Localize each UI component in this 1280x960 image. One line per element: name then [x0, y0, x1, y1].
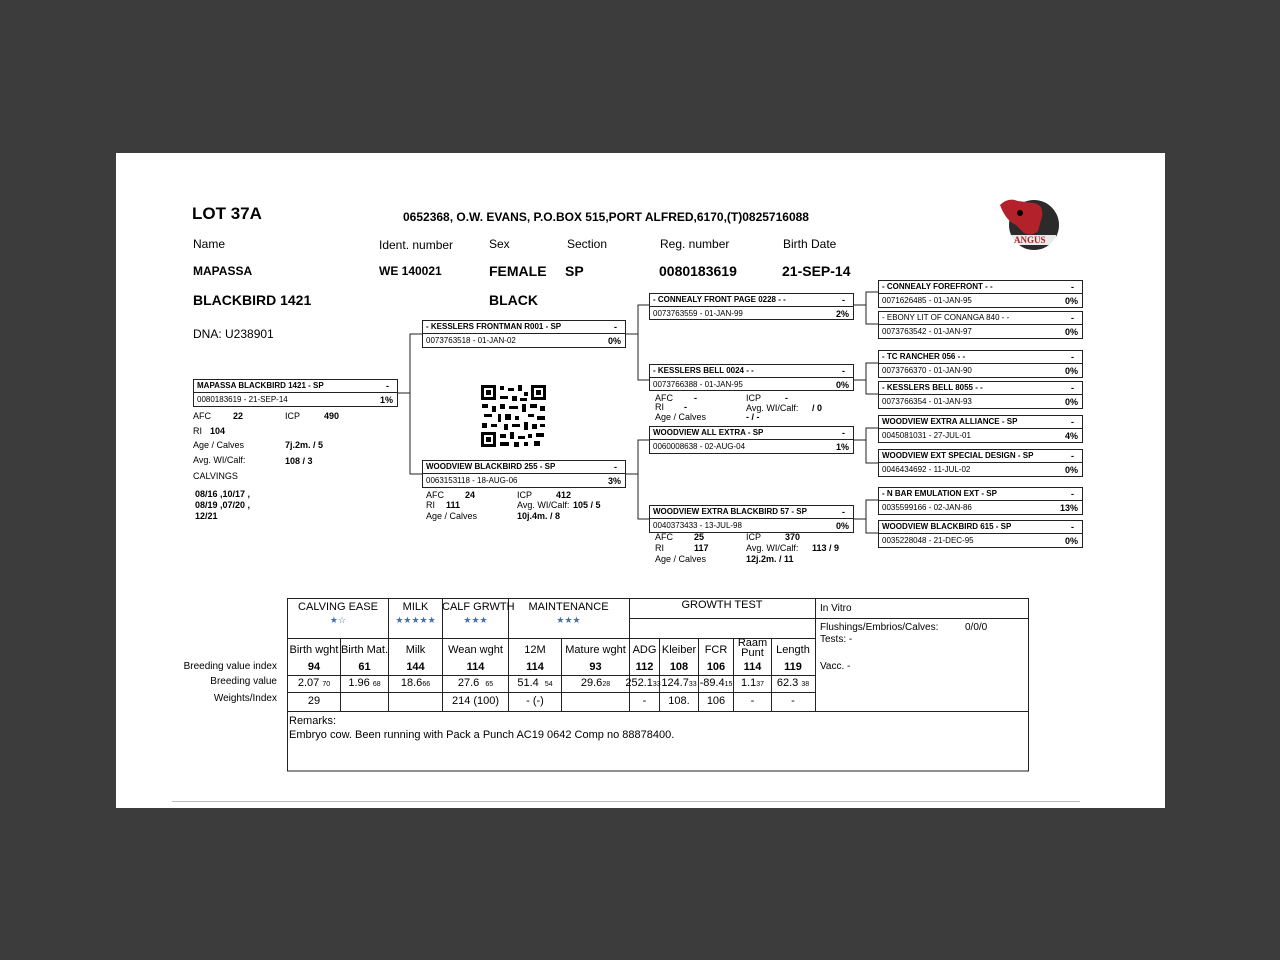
bell-icp-label: ICP — [746, 393, 762, 403]
pedigree-name: - KESSLERS FRONTMAN R001 - SP — [426, 322, 562, 331]
pedigree-reg: 0071626485 - 01-JAN-95 — [882, 296, 972, 305]
bv-accuracy: 65 — [485, 681, 494, 688]
dam-afc: 24 — [465, 490, 476, 500]
pedigree-name: WOODVIEW ALL EXTRA - SP — [653, 428, 764, 437]
col-fcr: FCR — [704, 644, 728, 656]
bv-accuracy: 68 — [372, 681, 381, 688]
subject-icp-label: ICP — [285, 411, 301, 421]
tests-value: Tests: - — [820, 634, 853, 645]
group-growth-test: GROWTH TEST — [681, 599, 763, 611]
bv-wean-wght — [442, 677, 509, 689]
remarks-label: Remarks: — [289, 715, 337, 727]
subject-afc: 22 — [233, 411, 244, 421]
dam-age-label: Age / Calves — [426, 511, 478, 521]
bv-value: 18.6 — [400, 677, 423, 689]
dam-icp-label: ICP — [517, 490, 533, 500]
maintenance-stars: ★★★ — [556, 615, 581, 625]
dam-wi: 105 / 5 — [573, 500, 601, 510]
pedigree-reg: 0073763518 - 01-JAN-02 — [426, 336, 516, 345]
col-kleiber: Kleiber — [661, 644, 697, 656]
bell-afc: - — [694, 393, 697, 403]
pedigree-reg: 0080183619 - 21-SEP-14 — [197, 395, 288, 404]
pedigree-gen2-2 — [649, 364, 854, 391]
pedigree-dash: - — [842, 507, 845, 517]
pedigree-dash: - — [1071, 489, 1074, 499]
bvi-mature-wght: 93 — [589, 661, 602, 673]
col-raam-punt: Raam Punt — [737, 637, 768, 659]
pedigree-dash: - — [1071, 352, 1074, 362]
col-adg: ADG — [632, 644, 657, 656]
pedigree-name: WOODVIEW EXTRA ALLIANCE - SP — [882, 417, 1018, 426]
qr-code-icon — [480, 384, 547, 448]
col-milk: Milk — [405, 644, 426, 656]
pedigree-gen2-1 — [649, 293, 854, 320]
pedigree-dash: - — [1071, 313, 1074, 323]
bvi-12m: 114 — [526, 661, 544, 673]
bvi-adg: 112 — [635, 661, 654, 673]
bv-value: 1.1 — [740, 677, 757, 689]
bell-wi-label: Avg. WI/Calf: — [746, 403, 799, 413]
logo-text: ANGUS — [1014, 235, 1046, 245]
bv-value: 62.3 — [776, 677, 799, 689]
bell-icp: - — [785, 393, 788, 403]
pedigree-pct: 3% — [607, 476, 621, 486]
pedigree-gen3-8 — [878, 520, 1083, 548]
pedigree-pct: 2% — [835, 309, 849, 319]
bv-fcr — [696, 677, 736, 689]
bv-value: 252.1 — [625, 677, 653, 689]
subject-calvings-1: 08/16 ,10/17 , — [195, 489, 251, 499]
bv-accuracy: 54 — [544, 681, 553, 688]
bb57-afc-label: AFC — [655, 532, 673, 542]
pedigree-dash: - — [614, 322, 617, 332]
label-sex: Sex — [489, 237, 510, 251]
bb57-icp-label: ICP — [746, 532, 762, 542]
bv-kleiber — [657, 677, 701, 689]
bv-mature-wght — [561, 677, 630, 689]
pedigree-reg: 0073766354 - 01-JAN-93 — [882, 397, 972, 406]
pedigree-name: - CONNEALY FOREFRONT - - — [882, 282, 993, 291]
pedigree-dash: - — [842, 366, 845, 376]
animal-color: BLACK — [489, 292, 538, 308]
pedigree-name: - CONNEALY FRONT PAGE 0228 - - — [653, 295, 786, 304]
calving-ease-stars: ★☆ — [329, 615, 347, 625]
bv-accuracy: 33 — [652, 681, 661, 688]
bv-accuracy: 15 — [724, 681, 733, 688]
animal-sex: FEMALE — [489, 263, 547, 279]
bv-birth-mat — [340, 677, 389, 689]
pedigree-gen3-7 — [878, 487, 1083, 515]
col-wean-wght: Wean wght — [448, 644, 503, 656]
pedigree-pct: 0% — [1064, 465, 1078, 475]
milk-stars: ★★★★★ — [395, 615, 436, 625]
animal-reg: 0080183619 — [659, 263, 737, 279]
subject-wi-label: Avg. WI/Calf: — [193, 455, 246, 465]
animal-dna: DNA: U238901 — [193, 327, 274, 341]
pedigree-reg: 0063153118 - 18-AUG-06 — [426, 476, 518, 485]
pedigree-dash: - — [1071, 417, 1074, 427]
pedigree-name: WOODVIEW BLACKBIRD 615 - SP — [882, 522, 1012, 531]
animal-name-1: MAPASSA — [193, 264, 253, 278]
pedigree-pct: 0% — [835, 521, 849, 531]
subject-calvings-label: CALVINGS — [193, 471, 238, 481]
subject-age-label: Age / Calves — [193, 440, 245, 450]
bell-age: - / - — [746, 412, 760, 422]
bb57-ri-label: RI — [655, 543, 664, 553]
pedigree-pct: 0% — [1064, 397, 1078, 407]
group-calving-ease: CALVING EASE — [298, 601, 378, 613]
animal-birth: 21-SEP-14 — [782, 263, 851, 279]
bv-value: 51.4 — [517, 677, 539, 689]
pedigree-dash: - — [614, 462, 617, 472]
pedigree-reg: 0046434692 - 11-JUL-02 — [882, 465, 971, 474]
pedigree-name: WOODVIEW EXT SPECIAL DESIGN - SP — [882, 451, 1034, 460]
bv-value: -89.4 — [699, 677, 725, 689]
bv-accuracy: 37 — [756, 681, 765, 688]
bv-accuracy: 70 — [322, 681, 331, 688]
pedigree-sheet — [116, 153, 1165, 808]
bv-value: 27.6 — [457, 677, 480, 689]
dam-age: 10j.4m. / 8 — [517, 511, 561, 521]
pedigree-reg: 0073766370 - 01-JAN-90 — [882, 366, 972, 375]
row-label-wi: Weights/Index — [213, 693, 277, 704]
wi-fcr: 106 — [706, 695, 726, 707]
pedigree-pct: 0% — [1064, 536, 1078, 546]
col-12m: 12M — [524, 644, 546, 656]
bb57-age-label: Age / Calves — [655, 554, 707, 564]
bb57-wi-label: Avg. WI/Calf: — [746, 543, 799, 553]
pedigree-name: - KESSLERS BELL 0024 - - — [653, 366, 754, 375]
pedigree-pct: 0% — [1064, 327, 1078, 337]
bv-length — [771, 677, 815, 689]
pedigree-sire — [422, 320, 626, 348]
bvi-raam-punt: 114 — [743, 661, 762, 673]
pedigree-name: - KESSLERS BELL 8055 - - — [882, 383, 983, 392]
pedigree-gen3-3 — [878, 350, 1083, 378]
group-milk: MILK — [402, 601, 429, 613]
pedigree-reg: 0045081031 - 27-JUL-01 — [882, 431, 971, 440]
pedigree-gen2-4 — [649, 505, 854, 533]
wi-length: - — [791, 695, 795, 707]
bv-accuracy: 66 — [422, 681, 431, 688]
pedigree-reg: 0035599166 - 02-JAN-86 — [882, 503, 972, 512]
row-label-bv: Breeding value — [210, 676, 277, 687]
group-calf-growth: CALF GRWTH — [442, 601, 515, 613]
bv-raam-punt — [733, 677, 772, 689]
pedigree-reg: 0073763559 - 01-JAN-99 — [653, 309, 743, 318]
pedigree-dash: - — [386, 381, 389, 391]
pedigree-pct: 1% — [379, 395, 393, 405]
bb57-ri: 117 — [694, 543, 709, 553]
subject-icp: 490 — [324, 411, 340, 421]
bv-value: 124.7 — [661, 677, 689, 689]
col-birth-mat: Birth Mat. — [340, 644, 389, 656]
breeding-value-table — [287, 598, 1030, 772]
bv-milk — [388, 677, 443, 689]
dam-icp: 412 — [556, 490, 572, 500]
bv-value: 29.6 — [580, 677, 603, 689]
group-maintenance: MAINTENANCE — [528, 601, 609, 613]
invitro-title: In Vitro — [820, 603, 852, 614]
bv-value: 1.96 — [348, 677, 370, 689]
col-length: Length — [776, 644, 810, 656]
bvi-wean-wght: 114 — [466, 661, 485, 673]
label-ident: Ident. number — [379, 238, 454, 252]
bvi-length: 119 — [784, 661, 802, 673]
wi-adg: - — [642, 695, 647, 707]
bv-value: 2.07 — [297, 677, 320, 689]
qr-code — [480, 384, 547, 448]
flushings-label: Flushings/Embrios/Calves: — [820, 622, 939, 633]
pedigree-reg: 0073763542 - 01-JAN-97 — [882, 327, 972, 336]
label-reg: Reg. number — [660, 237, 730, 251]
subject-wi: 108 / 3 — [285, 456, 313, 466]
pedigree-dash: - — [1071, 451, 1074, 461]
col-birth-wght: Birth wght — [289, 644, 339, 656]
wi-wean-wght: 214 (100) — [451, 695, 500, 707]
pedigree-reg: 0073766388 - 01-JAN-95 — [653, 380, 743, 389]
animal-name-2: BLACKBIRD 1421 — [193, 292, 312, 308]
pedigree-dash: - — [1071, 383, 1074, 393]
pedigree-gen3-1 — [878, 280, 1083, 308]
pedigree-dam — [422, 460, 626, 488]
pedigree-reg: 0035228048 - 21-DEC-95 — [882, 536, 974, 545]
pedigree-gen3-4 — [878, 381, 1083, 409]
pedigree-pct: 4% — [1064, 431, 1078, 441]
bell-age-label: Age / Calves — [655, 412, 707, 422]
pedigree-pct: 0% — [835, 380, 849, 390]
bv-accuracy: 33 — [688, 681, 697, 688]
bvi-birth-wght: 94 — [307, 661, 321, 673]
bb57-afc: 25 — [694, 532, 705, 542]
pedigree-name: WOODVIEW BLACKBIRD 255 - SP — [426, 462, 556, 471]
pedigree-gen3-6 — [878, 449, 1083, 477]
label-birth: Birth Date — [783, 237, 837, 251]
bb57-icp: 370 — [785, 532, 801, 542]
pedigree-pct: 0% — [1064, 366, 1078, 376]
wi-kleiber: 108. — [668, 695, 690, 707]
bvi-fcr: 106 — [706, 661, 726, 673]
pedigree-pct: 13% — [1059, 503, 1078, 513]
pedigree-name: - N BAR EMULATION EXT - SP — [882, 489, 997, 498]
col-mature-wght: Mature wght — [565, 644, 626, 656]
pedigree-gen2-3 — [649, 426, 854, 454]
pedigree-reg: 0060008638 - 02-AUG-04 — [653, 442, 746, 451]
vacc-value: Vacc. - — [820, 661, 851, 672]
bb57-age: 12j.2m. / 11 — [746, 554, 794, 564]
pedigree-name: - TC RANCHER 056 - - — [882, 352, 966, 361]
pedigree-dash: - — [842, 295, 845, 305]
remarks-text: Embryo cow. Been running with Pack a Punch AC19 0642 Comp no 88878400. — [289, 729, 675, 741]
animal-section: SP — [565, 263, 584, 279]
subject-calvings-2: 08/19 ,07/20 , — [195, 500, 251, 510]
bb57-wi: 113 / 9 — [812, 543, 840, 553]
pedigree-gen3-2 — [878, 311, 1083, 339]
bvi-milk: 144 — [406, 661, 425, 673]
bvi-kleiber: 108 — [669, 661, 689, 673]
wi-raam-punt: - — [750, 695, 755, 707]
owner-info: 0652368, O.W. EVANS, P.O.BOX 515,PORT ALFRED,6170,(T)0825716088 — [403, 210, 809, 224]
pedigree-subject — [193, 379, 398, 407]
bv-accuracy: 38 — [801, 681, 810, 688]
dam-wi-label: Avg. WI/Calf: — [517, 500, 570, 510]
dam-afc-label: AFC — [426, 490, 444, 500]
wi-12m: - (-) — [526, 695, 544, 707]
pedigree-pct: 1% — [835, 442, 849, 452]
subject-afc-label: AFC — [193, 411, 211, 421]
pedigree-name: WOODVIEW EXTRA BLACKBIRD 57 - SP — [653, 507, 807, 516]
dam-ri: 111 — [446, 500, 461, 510]
flushings-value: 0/0/0 — [965, 622, 988, 633]
pedigree-pct: 0% — [1064, 296, 1078, 306]
bvi-birth-mat: 61 — [358, 661, 371, 673]
bell-afc-label: AFC — [655, 393, 673, 403]
lot-number: LOT 37A — [192, 204, 262, 223]
bell-wi: / 0 — [812, 403, 823, 413]
bv-accuracy: 28 — [602, 681, 611, 688]
calf-growth-stars: ★★★ — [463, 615, 488, 625]
subject-age: 7j.2m. / 5 — [285, 440, 324, 450]
subject-ri-label: RI — [193, 426, 202, 436]
pedigree-dash: - — [1071, 522, 1074, 532]
bell-ri: - — [684, 402, 687, 412]
label-section: Section — [567, 237, 608, 251]
pedigree-name: - EBONY LIT OF CONANGA 840 - - — [882, 313, 1010, 322]
footer-divider — [172, 801, 1080, 802]
bv-12m — [508, 677, 562, 689]
subject-calvings-3: 12/21 — [195, 511, 218, 521]
subject-ri: 104 — [210, 426, 226, 436]
pedigree-name: MAPASSA BLACKBIRD 1421 - SP — [197, 381, 324, 390]
label-name: Name — [193, 237, 226, 251]
wi-birth-wght: 29 — [307, 695, 321, 707]
bell-ri-label: RI — [655, 402, 664, 412]
bv-birth-wght — [287, 677, 341, 689]
dam-ri-label: RI — [426, 500, 435, 510]
pedigree-reg: 0040373433 - 13-JUL-98 — [653, 521, 742, 530]
pedigree-dash: - — [842, 428, 845, 438]
pedigree-gen3-5 — [878, 415, 1083, 443]
animal-ident: WE 140021 — [379, 264, 442, 278]
row-label-bvi: Breeding value index — [183, 661, 277, 672]
pedigree-dash: - — [1071, 282, 1074, 292]
pedigree-pct: 0% — [607, 336, 621, 346]
